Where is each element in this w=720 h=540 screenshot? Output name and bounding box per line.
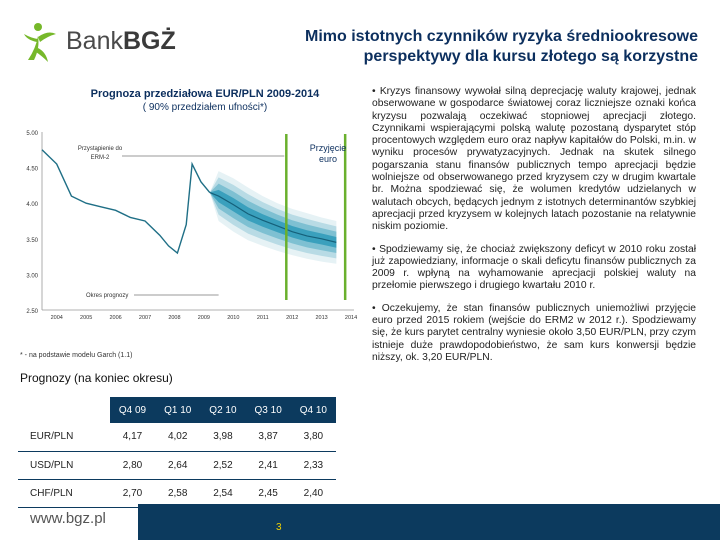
chart-title: Prognoza przedziałowa EUR/PLN 2009-2014: [90, 88, 320, 100]
table-cell: 2,41: [246, 451, 291, 479]
bank-logo: [22, 20, 176, 64]
x-tick-label: 2012: [286, 315, 299, 321]
forecast-table: [18, 397, 336, 508]
y-tick-label: 4.50: [26, 166, 38, 173]
chart-subtitle: ( 90% przedziałem ufności*): [142, 102, 268, 113]
x-tick-label: 2010: [227, 315, 240, 321]
table-cell: 3,87: [246, 423, 291, 451]
table-corner: [18, 397, 110, 423]
row-label: USD/PLN: [18, 451, 110, 479]
chart-footnote: * - na podstawie modelu Garch (1.1): [20, 352, 133, 359]
row-label: CHF/PLN: [18, 479, 110, 507]
logo-figure-icon: [22, 20, 62, 64]
table-cell: 2,58: [155, 479, 200, 507]
page-number: 3: [276, 522, 282, 533]
table-cell: 2,52: [200, 451, 245, 479]
annotation-euro-line2: euro: [318, 154, 338, 164]
forecast-chart: [14, 126, 362, 334]
paragraph-2: • Spodziewamy się, że chociaż zwiększony deficyt w 2010 roku został już zapowiedziany, informacje o skali deficytu finansów publicznych za 2009 r. wpłyną na wyhamowanie aprecjacji polskiej waluty na przełomie pierwszego i drugiego kwartału 2010 r.: [372, 243, 696, 292]
annotation-erm2: Przystąpienie do: [77, 146, 123, 152]
table-header-row: [18, 397, 336, 423]
x-tick-label: 2009: [197, 315, 211, 321]
annotation-euro: Przyjęcie: [309, 143, 347, 153]
commentary: [372, 86, 696, 374]
table-row: [18, 451, 336, 479]
table-row: [18, 423, 336, 451]
history-line: [42, 150, 210, 253]
col-header: Q1 10: [155, 397, 200, 423]
table-cell: 2,80: [110, 451, 155, 479]
y-tick-label: 2.50: [26, 309, 38, 315]
x-tick-label: 2004: [50, 315, 63, 321]
x-tick-label: 2014: [344, 315, 358, 321]
footer-bar: [138, 504, 720, 540]
y-tick-label: 4.00: [26, 202, 38, 209]
col-header: Q4 10: [291, 397, 336, 423]
footer-url: www.bgz.pl: [30, 510, 106, 527]
table-cell: 3,98: [200, 423, 245, 451]
table-cell: 2,64: [155, 451, 200, 479]
table-cell: 4,02: [155, 423, 200, 451]
logo-wordmark: BankBGŻ: [66, 27, 176, 55]
table-cell: 2,45: [246, 479, 291, 507]
paragraph-3: • Oczekujemy, że stan finansów publicznych uniemożliwi przyjęcie euro przed 2015 rokiem (wejście do ERM2 w 2012 r.). Spodziewamy się, że kurs parytet centralny wyniesie około 3,50 EUR/PLN, przy czym istnieje duże prawdopodobieństwo, że sam kurs konwersji będzie niższy, ok. 3,20 EUR/PLN.: [372, 302, 696, 363]
annotation-erm2-line2: ERM-2: [90, 155, 110, 161]
col-header: Q4 09: [110, 397, 155, 423]
row-label: EUR/PLN: [18, 423, 110, 451]
paragraph-1: • Kryzys finansowy wywołał silną deprecjację waluty krajowej, jednak obserwowane w gospodarce światowej coraz liczniejsze oznaki końca kryzysu pozwalają oczekiwać stopniowej aprecjacji złotego. Czynnikami wspierającymi polską walutę pozostaną dysparytet stóp procentowych względem euro oraz napływ kapitałów do Polski, m.in. w wyniku procesów prywatyzacyjnych. Jednak na skutek silnego pogarszania stanu finansów publicznych tempo aprecjacji będzie wolniejsze od obserwowanego przed kryzysem czy w drugim kwartale br. Można spodziewać się, że wolumen kredytów udzielanych w walutach obcych, będących jednym z istotnych determinantów szybkiej aprecjacji przed kryzysem w kolejnych latach pozostanie na relatywnie niskim poziomie.: [372, 86, 696, 233]
slide-title: Mimo istotnych czynników ryzyka średniookresowe perspektywy dla kursu złotego są korzystne: [305, 28, 698, 65]
x-tick-label: 2006: [109, 315, 122, 321]
table-cell: 2,40: [291, 479, 336, 507]
table-cell: 4,17: [110, 423, 155, 451]
y-tick-label: 3.50: [26, 237, 38, 244]
forecast-title: Prognozy (na koniec okresu): [20, 371, 173, 385]
y-tick-label: 3.00: [26, 273, 38, 280]
table-cell: 2,54: [200, 479, 245, 507]
table-cell: 2,70: [110, 479, 155, 507]
x-tick-label: 2005: [80, 315, 93, 321]
table-cell: 2,33: [291, 451, 336, 479]
annotation-forecast-period: Okres prognozy: [86, 293, 129, 299]
table-row: [18, 479, 336, 507]
col-header: Q2 10: [200, 397, 245, 423]
x-tick-label: 2007: [138, 315, 152, 321]
table-cell: 3,80: [291, 423, 336, 451]
x-tick-label: 2013: [315, 315, 328, 321]
col-header: Q3 10: [246, 397, 291, 423]
y-tick-label: 5.00: [26, 131, 38, 137]
x-tick-label: 2011: [256, 315, 269, 321]
x-tick-label: 2008: [168, 315, 181, 321]
